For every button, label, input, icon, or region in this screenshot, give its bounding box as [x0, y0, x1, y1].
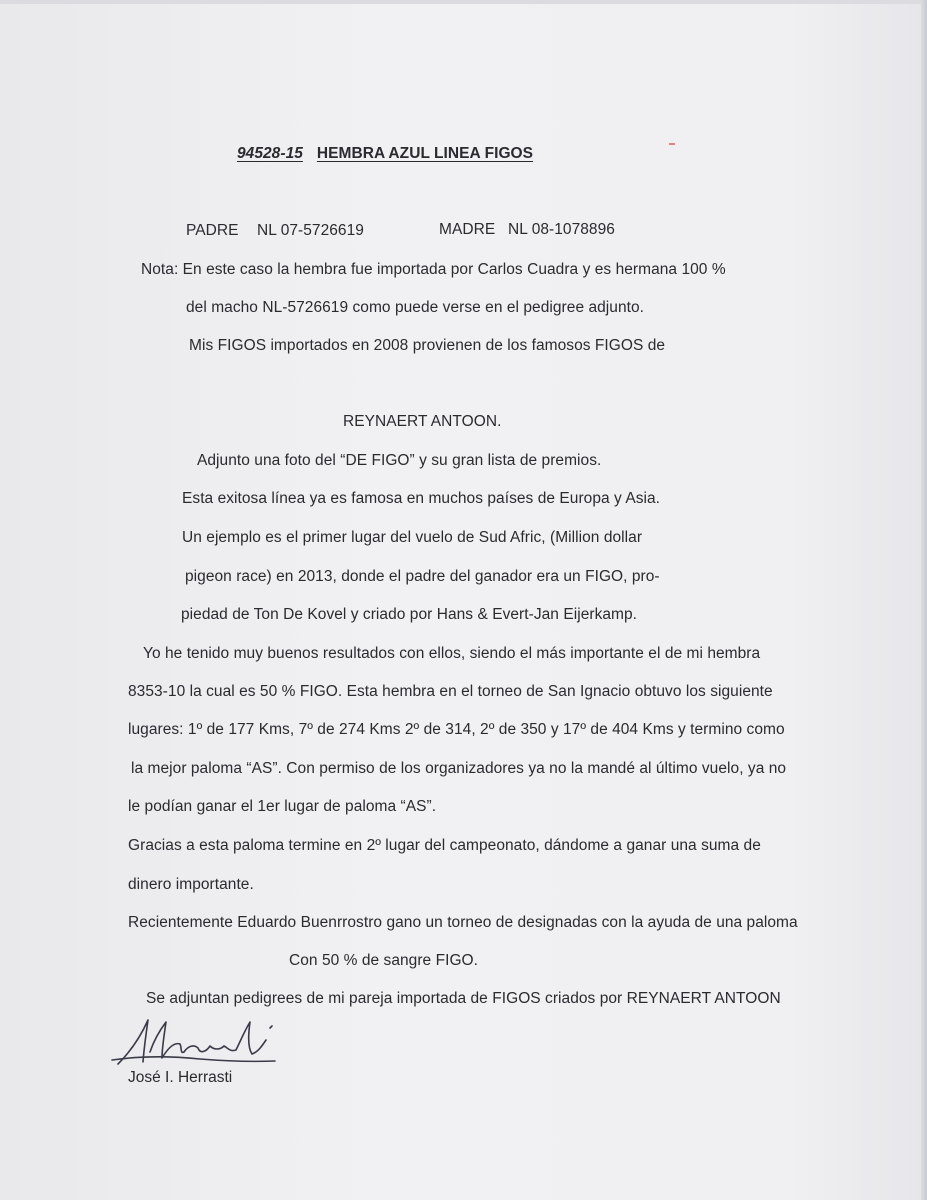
- scan-top-edge: [0, 0, 927, 4]
- body-line: Yo he tenido muy buenos resultados con ellos, siendo el más importante el de mi hembra: [143, 645, 761, 662]
- title-text: HEMBRA AZUL LINEA FIGOS: [316, 145, 534, 162]
- madre-label: MADRE: [439, 221, 496, 238]
- scan-right-edge: [921, 0, 927, 1200]
- signer-name: José I. Herrasti: [128, 1069, 233, 1086]
- padre-value: NL 07-5726619: [257, 222, 364, 239]
- body-line: REYNAERT ANTOON.: [343, 413, 502, 430]
- red-mark: [669, 143, 675, 145]
- body-line: Nota: En este caso la hembra fue importada por Carlos Cuadra y es hermana 100 %: [141, 261, 726, 278]
- body-line: Adjunto una foto del “DE FIGO” y su gran lista de premios.: [197, 452, 602, 469]
- title-code: 94528-15: [237, 145, 303, 162]
- body-line: Recientemente Eduardo Buenrrostro gano un torneo de designadas con la ayuda de una paloma: [128, 914, 798, 931]
- body-line: Esta exitosa línea ya es famosa en muchos países de Europa y Asia.: [182, 490, 661, 507]
- madre-value: NL 08-1078896: [508, 221, 615, 238]
- body-line: piedad de Ton De Kovel y criado por Hans & Evert-Jan Eijerkamp.: [181, 606, 638, 623]
- document-title: [237, 144, 533, 164]
- body-line: le podían ganar el 1er lugar de paloma “AS”.: [128, 798, 437, 815]
- body-line: Un ejemplo es el primer lugar del vuelo de Sud Afric, (Million dollar: [182, 529, 643, 546]
- body-line: 8353-10 la cual es 50 % FIGO. Esta hembra en el torneo de San Ignacio obtuvo los siguiente: [128, 683, 773, 700]
- body-line: Gracias a esta paloma termine en 2º lugar del campeonato, dándome a ganar una suma de: [128, 837, 761, 854]
- padre-label: PADRE: [186, 222, 239, 239]
- body-line: dinero importante.: [128, 876, 254, 893]
- body-line: pigeon race) en 2013, donde el padre del ganador era un FIGO, pro-: [185, 568, 660, 585]
- body-line: lugares: 1º de 177 Kms, 7º de 274 Kms 2º de 314, 2º de 350 y 17º de 404 Kms y termino como: [128, 721, 785, 738]
- body-line: Con 50 % de sangre FIGO.: [289, 952, 479, 969]
- body-line: la mejor paloma “AS”. Con permiso de los organizadores ya no la mandé al último vuelo, ya no: [131, 760, 787, 777]
- body-line: del macho NL-5726619 como puede verse en el pedigree adjunto.: [186, 299, 645, 316]
- body-line: Mis FIGOS importados en 2008 provienen de los famosos FIGOS de: [189, 337, 666, 354]
- body-line: Se adjuntan pedigrees de mi pareja importada de FIGOS criados por REYNAERT ANTOON: [146, 990, 781, 1007]
